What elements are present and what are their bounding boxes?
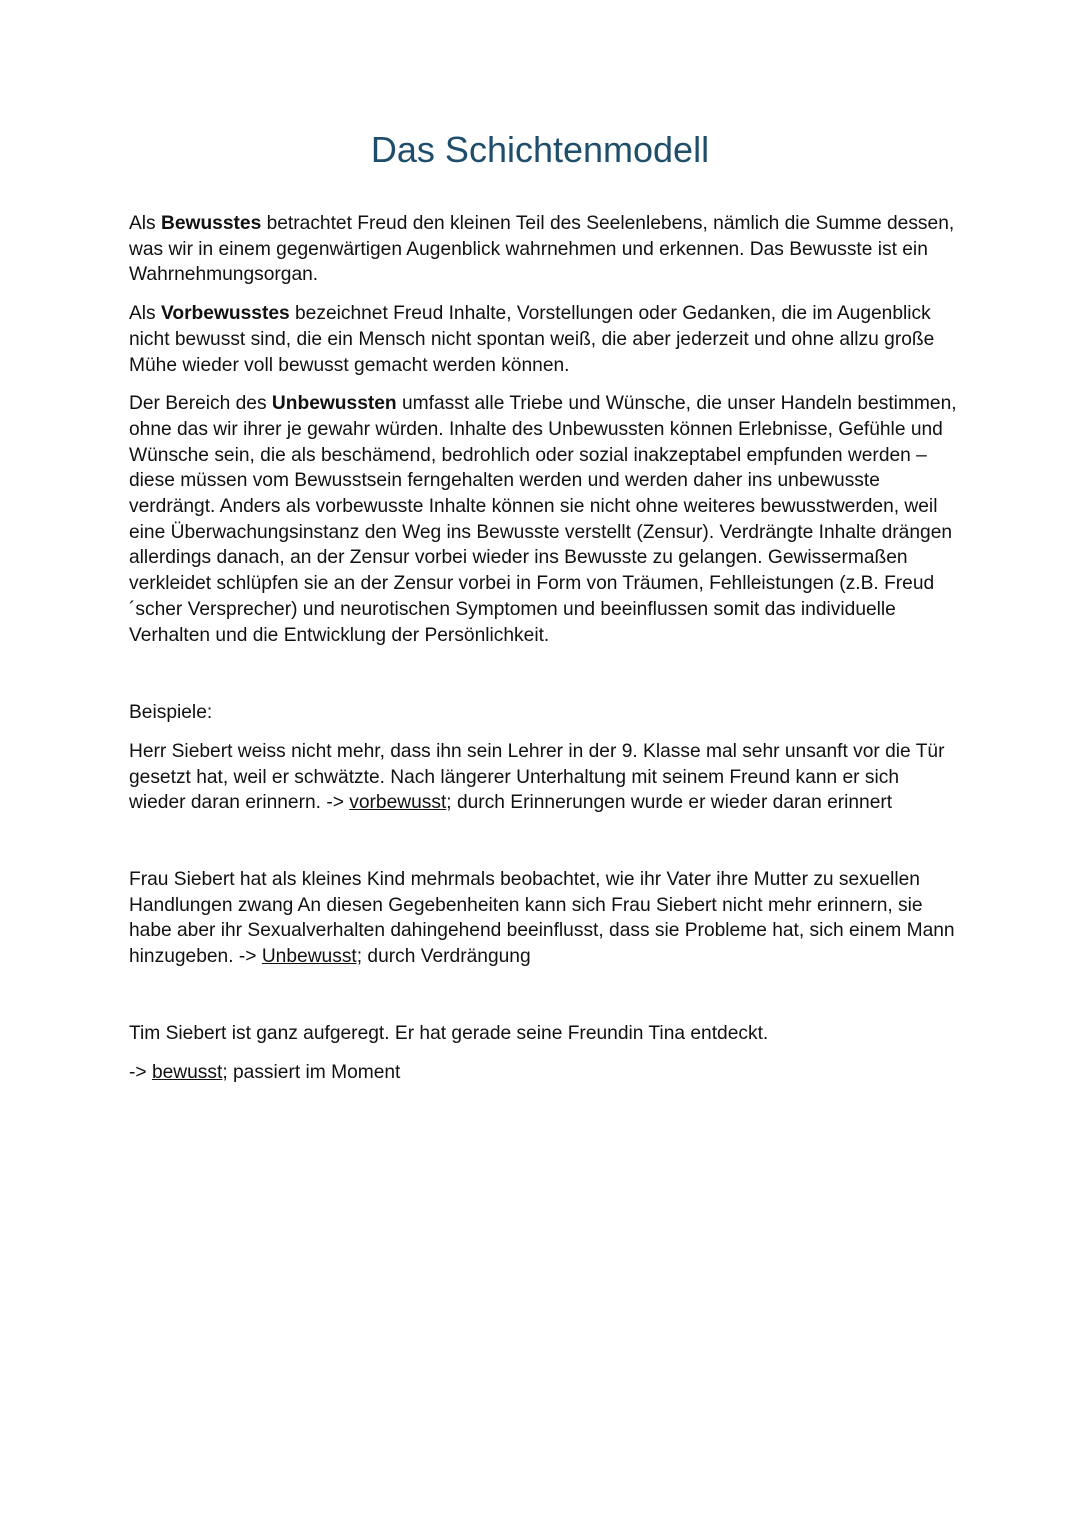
paragraph-text: Als bbox=[129, 213, 161, 234]
examples-heading: Beispiele: bbox=[129, 702, 213, 724]
document-body bbox=[129, 211, 959, 1085]
paragraph-text: umfasst alle Triebe und Wünsche, die unser Handeln bestimmen, ohne das wir ihrer je gewahr würden. Inhalte des Unbewussten können Erlebnisse, Gefühle und Wünsche sein, die als beschämend, bedrohlich oder sozial inakzeptabel empfunden werden – diese müssen vom Bewusstsein ferngehalten werden und werden daher ins unbewusste verdrängt. Anders als vorbewusste Inhalte können sie nicht ohne weiteres bewusstwerden, weil eine Überwachungsinstanz den Weg ins Bewusste verstellt (Zensur). Verdrängte Inhalte drängen allerdings danach, an der Zensur vorbei wieder ins Bewusste zu gelangen. Gewissermaßen verkleidet schlüpfen sie an der Zensur vorbei in Form von Träumen, Fehlleistungen (z.B. Freud´scher Versprecher) und neurotischen Symptomen und beeinflussen somit das individuelle Verhalten und die Entwicklung der Persönlichkeit. bbox=[129, 393, 957, 646]
term-bewusstes: Bewusstes bbox=[161, 213, 262, 234]
example-text: durch Verdrängung bbox=[362, 946, 531, 968]
example-answer: bewusst bbox=[151, 1061, 223, 1083]
example-text: Herr Siebert weiss nicht mehr, dass ihn sein Lehrer in der 9. Klasse mal sehr unsanft vor die Tür gesetzt hat, weil er schwätzte. Nach längerer Unterhaltung mit seinem Freund kann er sich wieder daran erinnern. -> bbox=[129, 740, 945, 814]
paragraph-text: Der Bereich des bbox=[129, 393, 272, 415]
paragraph-text: bezeichnet Freud Inhalte, Vorstellungen oder Gedanken, die im Augenblick nicht bewusst sind, die ein Mensch nicht spontan weiß, die aber jederzeit und ohne allzu große Mühe wieder voll bewusst gemacht werden können. bbox=[129, 303, 935, 376]
example-answer: Unbewusst; bbox=[261, 946, 363, 968]
example-text: ; durch Erinnerungen wurde er wieder daran erinnert bbox=[446, 792, 893, 814]
example-text: -> bbox=[129, 1061, 152, 1083]
page-title: Das Schichtenmodell bbox=[370, 129, 710, 170]
example-text: Frau Siebert hat als kleines Kind mehrmals beobachtet, wie ihr Vater ihre Mutter zu sexuellen Handlungen zwang An diesen Gegebenheiten kann sich Frau Siebert nicht mehr erinnern, sie habe aber ihr Sexualverhalten dahingehend beeinflusst, dass sie Probleme hat, sich einem Mann hinzugeben. -> bbox=[129, 869, 955, 968]
example-answer: vorbewusst bbox=[349, 792, 447, 814]
paragraph-text: betrachtet Freud den kleinen Teil des Seelenlebens, nämlich die Summe dessen, was wir in einem gegenwärtigen Augenblick wahrnehmen und erkennen. Das Bewusste ist ein Wahrnehmungsorgan. bbox=[129, 213, 955, 286]
paragraph-text: Als bbox=[129, 303, 161, 325]
example-text: ; passiert im Moment bbox=[222, 1061, 401, 1083]
example-1 bbox=[129, 739, 959, 816]
example-3-answer bbox=[129, 1060, 959, 1086]
term-unbewusstes: Unbewussten bbox=[271, 393, 397, 415]
paragraph-unbewusstes bbox=[129, 391, 959, 648]
example-3: Tim Siebert ist ganz aufgeregt. Er hat gerade seine Freundin Tina entdeckt. bbox=[129, 1022, 769, 1044]
example-2 bbox=[129, 867, 959, 970]
paragraph-bewusstes bbox=[129, 211, 959, 288]
paragraph-vorbewusstes bbox=[129, 301, 959, 378]
term-vorbewusstes: Vorbewusstes bbox=[161, 303, 290, 325]
